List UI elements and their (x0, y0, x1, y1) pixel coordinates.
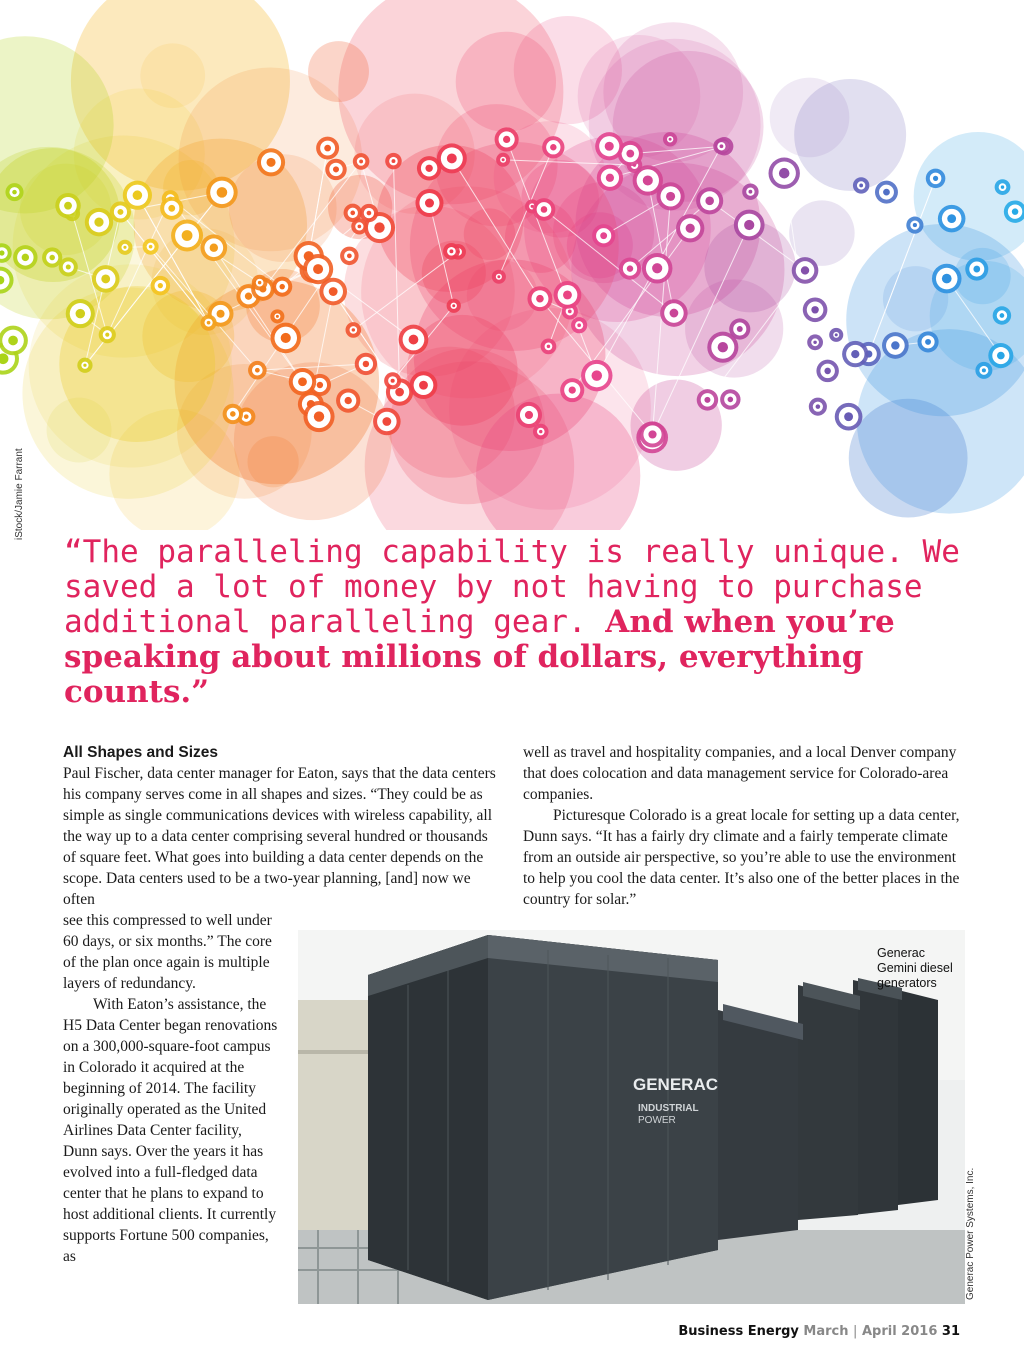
hero-node-core (133, 190, 143, 200)
hero-node-core (447, 153, 457, 163)
hero-node-core (363, 361, 369, 367)
generators-photo (298, 930, 965, 1304)
magazine-name: Business Energy (678, 1324, 799, 1339)
page-number: 31 (941, 1324, 960, 1339)
hero-node-core (779, 168, 790, 179)
right-paragraph-1: well as travel and hospitality companies, and a local Denver company that does colocation and data management service for Colorado-area companies. (523, 744, 957, 803)
hero-node-core (525, 411, 533, 419)
hero-node-core (279, 284, 284, 289)
hero-node-core (942, 274, 952, 284)
hero-node-core (333, 166, 339, 172)
hero-node-core (568, 310, 572, 314)
photo-credit: Generac Power Systems, Inc. (965, 1167, 976, 1300)
generator-brand-logo: GENERAC (633, 1075, 719, 1094)
hero-bubble (229, 154, 337, 262)
hero-node-core (813, 341, 816, 344)
hero-bubble (308, 41, 369, 102)
hero-node-core (669, 138, 672, 141)
hero-node-core (670, 309, 679, 318)
hero-node-core (824, 368, 831, 375)
hero-node-core (648, 430, 656, 438)
paragraph-1-wide: Paul Fischer, data center manager for Eaton, says that the data centers his company serves come in all shapes and sizes. “They could be as simple as single communications devices with wireless capability, all the way up to a data center comprising several hundred or thousands of square feet. What goes into building a data center depends on the scope. Data centers used to be a two-year planning, [and] now we often (63, 765, 496, 908)
hero-node-core (12, 190, 17, 195)
hero-node-core (652, 263, 662, 273)
photo-caption: Generac Gemini diesel generators (877, 946, 953, 990)
hero-node-core (503, 136, 510, 143)
hero-node-core (744, 220, 754, 230)
hero-node-core (947, 214, 956, 223)
hero-node-core (168, 205, 175, 212)
svg-text:POWER: POWER (638, 1115, 676, 1126)
hero-node-core (66, 264, 71, 269)
hero-node-core (382, 417, 391, 426)
hero-node-core (851, 350, 859, 358)
hero-node-core (502, 158, 505, 161)
hero-bubble (140, 43, 205, 108)
hero-node-core (563, 290, 572, 299)
hero-node-core (217, 310, 225, 318)
hero-node-core (8, 336, 18, 346)
hero-node-core (704, 397, 710, 403)
hero-node-core (367, 211, 372, 216)
hero-node-core (973, 266, 980, 273)
hero-node-core (419, 381, 428, 390)
hero-node-core (94, 218, 103, 227)
hero-node-core (158, 283, 163, 288)
hero-node-core (569, 386, 576, 393)
hero-node-core (49, 255, 55, 261)
hero-node-core (352, 328, 355, 331)
hero-node-core (913, 223, 917, 227)
hero-node-core (267, 158, 276, 167)
footer-separator: | (853, 1324, 858, 1339)
hero-node-core (350, 211, 355, 216)
hero-bubble (794, 79, 906, 191)
hero-node-core (210, 244, 218, 252)
hero-node-core (425, 199, 434, 208)
network-hero-graphic (0, 0, 1024, 530)
hero-node-core (997, 352, 1005, 360)
svg-text:INDUSTRIAL: INDUSTRIAL (638, 1103, 699, 1114)
hero-node-core (720, 144, 724, 148)
hero-node-core (392, 159, 396, 163)
hero-node-core (22, 254, 29, 261)
hero-node-core (391, 379, 395, 383)
hero-node-core (345, 397, 352, 404)
hero-node-core (123, 246, 126, 249)
hero-node-core (605, 142, 614, 151)
hero-node-core (313, 264, 323, 274)
hero-node-core (737, 326, 743, 332)
pull-quote-regular: “The paralleling capability is really unique. We saved a lot of money by not having to purchase additional paralleling gear. (64, 534, 960, 640)
hero-node-core (105, 333, 109, 337)
hero-bubble (849, 399, 968, 518)
hero-node-core (643, 175, 653, 185)
paragraph-1-narrow: see this compressed to well under 60 days, or six months.” The core of the plan once again is multiple layers of redundancy. (63, 912, 272, 992)
page-footer (678, 1324, 960, 1339)
section-heading: All Shapes and Sizes (63, 744, 219, 761)
hero-node-core (244, 414, 249, 419)
hero-node-core (359, 159, 363, 163)
hero-node-core (925, 339, 931, 345)
hero-node-core (891, 341, 899, 349)
hero-node-core (844, 412, 853, 421)
hero-node-core (1012, 208, 1019, 215)
hero-node-core (245, 293, 252, 300)
hero-node-core (705, 197, 714, 206)
hero-node-core (317, 382, 323, 388)
hero-node-core (117, 209, 123, 215)
hero-bubble (789, 200, 855, 266)
hero-node-core (686, 224, 695, 233)
hero-node-core (258, 281, 261, 284)
hero-node-core (728, 397, 734, 403)
hero-photo-credit: iStock/Jamie Farrant (14, 448, 25, 540)
hero-node-core (1000, 313, 1005, 318)
hero-node-core (550, 144, 556, 150)
hero-node-core (541, 206, 548, 213)
hero-node-core (1001, 185, 1004, 188)
hero-node-core (835, 333, 838, 336)
hero-node-core (101, 274, 110, 283)
hero-node-core (395, 388, 404, 397)
hero-node-core (314, 411, 324, 421)
hero-node-core (497, 275, 500, 278)
hero-node-core (539, 430, 542, 433)
hero-node-core (425, 165, 432, 172)
hero-node-core (76, 309, 86, 319)
issue-date: April 2016 (861, 1324, 938, 1339)
hero-node-core (982, 368, 986, 372)
hero-node-core (276, 315, 279, 318)
paragraph-2: With Eaton’s assistance, the H5 Data Center began renovations on a 300,000-square-foot campus in Colorado it acquired at the beginning of 2014. The facility originally operated as the United Airlines Data Center facility, Dunn says. Over the years it has evolved into a full-fledged data center that he plans to expand to host additional clients. It currently supports Fortune 500 companies, as (63, 996, 278, 1265)
hero-node-core (182, 230, 193, 241)
hero-node-core (547, 345, 550, 348)
hero-node-core (718, 342, 728, 352)
hero-node-core (217, 187, 228, 198)
hero-node-core (801, 266, 809, 274)
hero-node-core (749, 190, 753, 194)
pull-quote-bold: And when you’re speaking about millions of dollars, everything counts.” (64, 604, 895, 710)
hero-node-core (230, 411, 236, 417)
issue-month: March (803, 1324, 849, 1339)
right-paragraph-2: Picturesque Colorado is a great locale for setting up a data center, Dunn says. “It has a fairly dry climate and a fairly temperate climate from an outside air perspective, so you’re able to use the environment to help you cool the data center. It’s also one of the better places in the country for solar.” (523, 807, 960, 908)
hero-node-core (626, 150, 634, 158)
hero-node-core (811, 306, 818, 313)
hero-node-core (592, 370, 603, 381)
hero-node-core (666, 192, 675, 201)
hero-node-core (281, 333, 291, 343)
hero-node-core (577, 323, 581, 327)
hero-node-core (859, 184, 863, 188)
hero-node-core (83, 364, 86, 367)
hero-node-core (933, 176, 938, 181)
hero-node-core (347, 253, 352, 258)
hero-node-core (816, 404, 821, 409)
pull-quote (64, 535, 984, 710)
hero-node-core (452, 304, 455, 307)
hero-node-core (536, 295, 544, 303)
hero-node-core (606, 174, 614, 182)
hero-node-core (600, 232, 607, 239)
article-right-column (523, 742, 963, 910)
hero-node-core (149, 245, 153, 249)
hero-node-core (255, 368, 260, 373)
hero-node-core (449, 249, 453, 253)
hero-node-core (409, 335, 419, 345)
hero-node-core (64, 202, 72, 210)
hero-node-core (358, 225, 362, 229)
hero-node-core (329, 287, 338, 296)
hero-node-core (298, 377, 307, 386)
hero-node-core (627, 265, 633, 271)
hero-node-core (207, 321, 211, 325)
hero-node-core (883, 189, 890, 196)
hero-node-core (374, 222, 384, 232)
hero-node-core (324, 145, 331, 152)
